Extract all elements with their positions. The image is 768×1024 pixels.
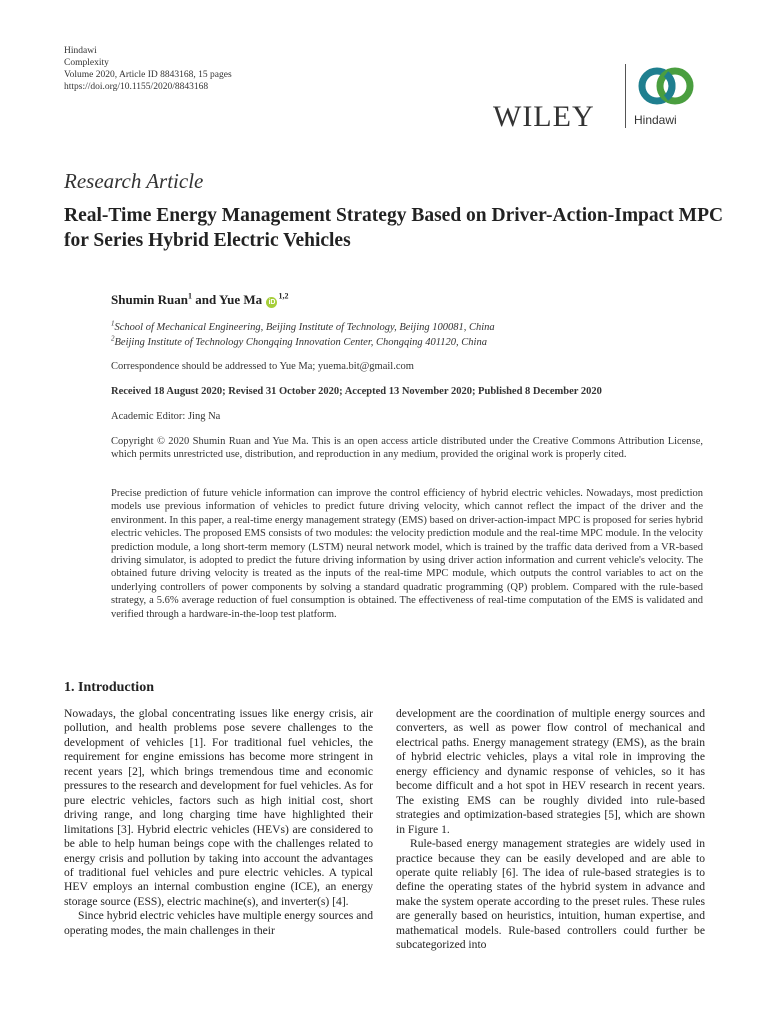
doi-link[interactable]: https://doi.org/10.1155/2020/8843168 (64, 82, 209, 92)
body-column-right (396, 707, 705, 953)
copyright-notice: Copyright © 2020 Shumin Ruan and Yue Ma. This is an open access article distributed under the Creative Commons Attribution License, which permits unrestricted use, distribution, and reproduction in any medium, provided the original work is properly cited. (111, 436, 703, 461)
author-conjunction: and (195, 292, 217, 307)
publisher-line: Hindawi (64, 46, 97, 56)
affiliation: $^1$School of Mechanical Engineering, Beijing Institute of Technology, Beijing 100081, China (111, 319, 495, 333)
paragraph: development are the coordination of multiple energy sources and converters, as well as power flow control of mechanical and electrical paths. Energy management strategy (EMS), as the brain of hybrid electric vehicles, plays a vital role in improving the energy efficiency and dynamic response of vehicles, so it has become difficult and a hot spot in HEV research in recent years. The existing EMS can be roughly divided into rule-based strategies and optimization-based strategies [5], which are shown in Figure 1. (396, 707, 705, 836)
journal-name: Complexity (64, 58, 109, 68)
paragraph: Rule-based energy management strategies are widely used in practice because they can be easily developed and are able to operate quite reliably [6]. The idea of rule-based strategies is to define the operating states of the hybrid system in advance and make the system operate according to the preset rules. These rules are generally based on heuristics, intuition, human expertise, and mathematical models. Rule-based controllers could further be subcategorized into (396, 837, 705, 952)
hindawi-wordmark: Hindawi (634, 113, 677, 127)
author-name[interactable]: Shumin Ruan (111, 292, 188, 307)
academic-editor: Academic Editor: Jing Na (111, 411, 221, 422)
body-column-left (64, 707, 373, 938)
journal-meta (64, 45, 232, 93)
affiliation: $^2$Beijing Institute of Technology Chongqing Innovation Center, Chongqing 401120, China (111, 334, 487, 348)
logo-divider (625, 64, 626, 128)
paragraph: Nowadays, the global concentrating issues like energy crisis, air pollution, and health problems pose severe challenges to the development of vehicles [1]. For traditional fuel vehicles, the requirement for engine emissions has become more stringent in recent years [2], which brings tremendous time and economic pressures to the research and development for fuel vehicles. As for pure electric vehicles, factors such as high initial cost, short driving range, and long charging time have highlighted their limitations [3]. Hybrid electric vehicles (HEVs) are considered to be able to help human beings cope with the challenges related to energy crisis and pollution by taking into account the advantages of traditional fuel vehicles and pure electric vehicles. A typical HEV employs an internal combustion engine (ICE), an energy storage source (ESS), electric machine(s), and inverter(s) [4]. (64, 707, 373, 908)
publication-dates: Received 18 August 2020; Revised 31 October 2020; Accepted 13 November 2020; Published 8 December 2020 (111, 386, 602, 397)
author-name[interactable]: Yue Ma (218, 292, 263, 307)
abstract: Precise prediction of future vehicle information can improve the control efficiency of hybrid electric vehicles. Nowadays, most prediction models use previous information of vehicles to predict future driving velocity, which cannot reflect the impact of the driver and the environment. In this paper, a real-time energy management strategy (EMS) based on driver-action-impact MPC is proposed for series hybrid electric vehicles. The proposed EMS consists of two modules: the velocity prediction module and the real-time MPC module. In the velocity prediction module, a long short-term memory (LSTM) neural network model, which is trained by the traffic data derived from a VR-based driving simulator, is adopted to predict the future driving information by using driver action information and current vehicle's velocity. The obtained future driving velocity is treated as the inputs of the real-time MPC module, which outputs the control variables to act on the underlying controllers of power components by solving a standard quadratic programming (QP) problem. Compared with the rule-based strategy, a 5.6% average reduction of fuel consumption is obtained. The effectiveness of real-time computation of the EMS is validated and verified through a hardware-in-the-loop test platform. (111, 488, 703, 620)
hindawi-logo-icon (636, 64, 696, 110)
wiley-logo: WILEY (493, 100, 595, 133)
correspondence: Correspondence should be addressed to Yue Ma; yuema.bit@gmail.com (111, 361, 414, 372)
section-heading: 1. Introduction (64, 680, 154, 695)
paragraph: Since hybrid electric vehicles have multiple energy sources and operating modes, the main challenges in their (64, 909, 373, 937)
orcid-icon[interactable]: iD (268, 299, 276, 306)
author-list (111, 292, 288, 308)
author-affiliation-mark: 1 (187, 291, 192, 301)
author-affiliation-mark: 1,2 (278, 291, 289, 301)
article-type: Research Article (64, 169, 204, 193)
volume-line: Volume 2020, Article ID 8843168, 15 pages (64, 70, 232, 80)
article-title: Real-Time Energy Management Strategy Based on Driver-Action-Impact MPC for Series Hybrid Electric Vehicles (64, 205, 724, 251)
